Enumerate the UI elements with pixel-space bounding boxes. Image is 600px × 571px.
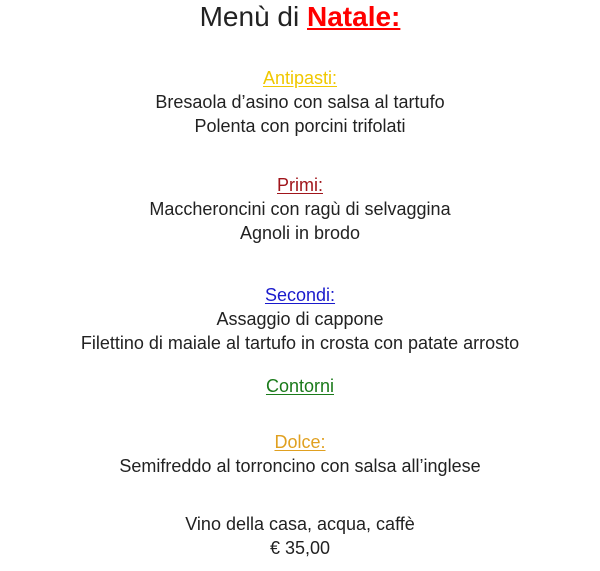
section-contorni (0, 374, 600, 398)
menu-item: Bresaola d’asino con salsa al tartufo (155, 92, 445, 112)
section-antipasti (0, 66, 600, 138)
menu-title-prefix: Menù di (199, 1, 300, 32)
heading-secondi: Secondi: (264, 285, 336, 305)
section-primi (0, 173, 600, 245)
drinks-note: Vino della casa, acqua, caffè (185, 514, 415, 534)
heading-dolce: Dolce: (274, 432, 326, 452)
menu-title (0, 0, 600, 34)
menu-item: Maccheroncini con ragù di selvaggina (149, 199, 451, 219)
menu-footer (0, 512, 600, 560)
menu-item: Polenta con porcini trifolati (194, 116, 406, 136)
menu-item: Filettino di maiale al tartufo in crosta con patate arrosto (80, 333, 520, 353)
heading-primi: Primi: (277, 175, 323, 195)
menu-title-accent: Natale: (307, 1, 401, 32)
menu-item: Assaggio di cappone (216, 309, 384, 329)
menu-item: Semifreddo al torroncino con salsa all’inglese (119, 456, 481, 476)
section-secondi (0, 283, 600, 355)
heading-contorni: Contorni (265, 376, 335, 396)
section-dolce (0, 430, 600, 478)
menu-price: € 35,00 (269, 538, 331, 558)
heading-antipasti: Antipasti: (262, 68, 338, 88)
menu-item: Agnoli in brodo (239, 223, 361, 243)
